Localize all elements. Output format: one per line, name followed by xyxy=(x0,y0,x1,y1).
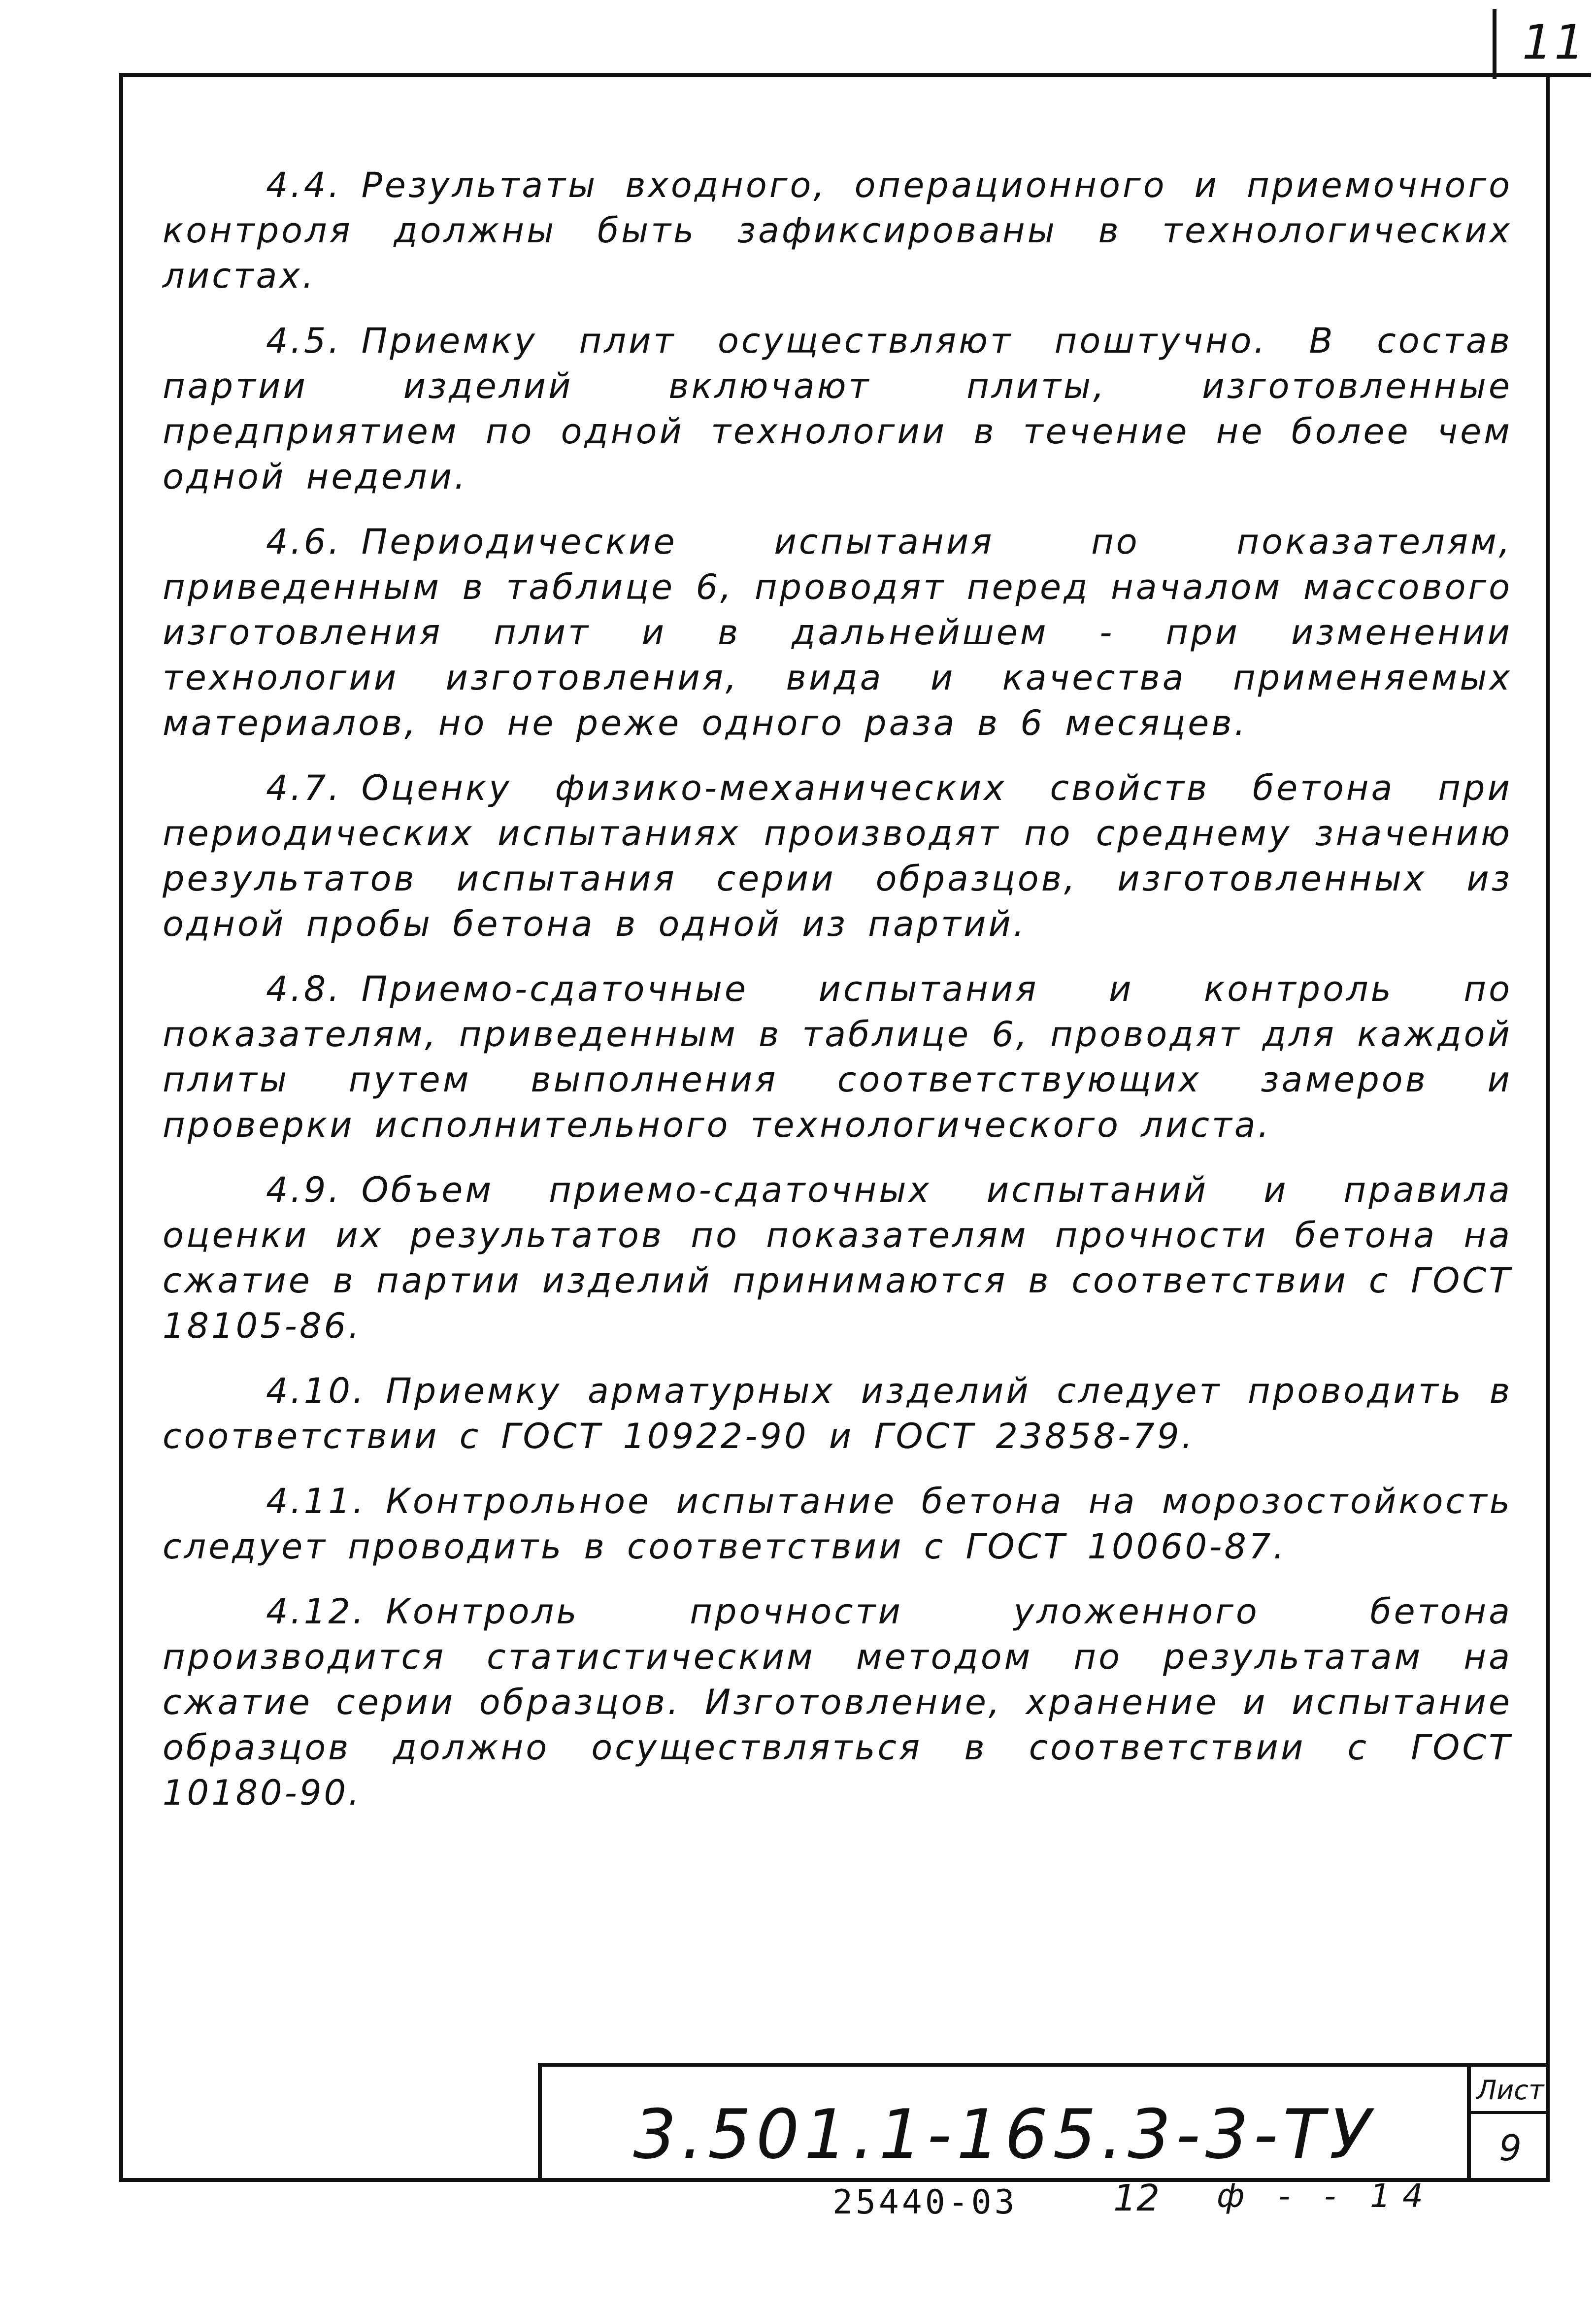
paragraph-text: Контрольное испытание бетона на морозостойкость следует проводить в соответствии с ГОСТ 10060-87. xyxy=(163,1481,1512,1567)
paragraph-text: Приемку плит осуществляют поштучно. В состав партии изделий включают плиты, изготовленные предприятием по одной технологии в течение не более чем одной недели. xyxy=(163,321,1512,497)
paragraph-number: 4.6. xyxy=(266,522,342,562)
corner-divider xyxy=(1493,9,1496,79)
paragraph-text: Приемку арматурных изделий следует проводить в соответствии с ГОСТ 10922-90 и ГОСТ 23858-79. xyxy=(163,1371,1512,1456)
paragraph-number: 4.11. xyxy=(266,1481,366,1521)
document-code: 3.501.1-165.3-3-ТУ xyxy=(633,2094,1376,2174)
paragraph-4-10 xyxy=(163,1368,1512,1459)
paragraph-4-7 xyxy=(163,765,1512,947)
archive-tail-mark: ф - - 14 xyxy=(1217,2177,1435,2215)
paragraph-4-5 xyxy=(163,318,1512,499)
archive-page: 12 xyxy=(1113,2177,1160,2219)
paragraph-number: 4.12. xyxy=(266,1591,366,1632)
paragraph-text: Приемо-сдаточные испытания и контроль по показателям, приведенным в таблице 6, проводят для каждой плиты путем выполнения соответствующих замеров и проверки исполнительного технологического листа. xyxy=(163,969,1512,1145)
paragraph-4-12 xyxy=(163,1589,1512,1816)
paragraph-number: 4.10. xyxy=(266,1371,366,1411)
sheet-cell xyxy=(1467,2067,1550,2182)
paragraph-text: Результаты входного, операционного и приемочного контроля должны быть зафиксированы в технологических листах. xyxy=(163,165,1512,296)
sheet-number: 9 xyxy=(1499,2127,1522,2169)
paragraph-text: Оценку физико-механических свойств бетона при периодических испытаниях производят по среднему значению результатов испытания серии образцов, изготовленных из одной пробы бетона в одной из партий. xyxy=(163,768,1512,944)
sheet-label: Лист xyxy=(1471,2067,1550,2114)
paragraph-number: 4.5. xyxy=(266,321,342,361)
document-body xyxy=(163,163,1512,1835)
paragraph-4-8 xyxy=(163,966,1512,1148)
corner-sheet-number: 11 xyxy=(1522,15,1587,70)
title-block xyxy=(538,2063,1550,2182)
paragraph-4-9 xyxy=(163,1167,1512,1349)
paragraph-number: 4.4. xyxy=(266,165,342,205)
paragraph-number: 4.7. xyxy=(266,768,342,808)
paragraph-number: 4.9. xyxy=(266,1170,342,1210)
paragraph-4-11 xyxy=(163,1479,1512,1569)
paragraph-text: Объем приемо-сдаточных испытаний и правила оценки их результатов по показателям прочности бетона на сжатие в партии изделий принимаются в соответствии с ГОСТ 18105-86. xyxy=(163,1170,1512,1346)
paragraph-4-6 xyxy=(163,519,1512,746)
paragraph-text: Контроль прочности уложенного бетона производится статистическим методом по результатам на сжатие серии образцов. Изготовление, хранение и испытание образцов должно осуществляться в соответствии с ГОСТ 10180-90. xyxy=(163,1591,1512,1813)
paragraph-number: 4.8. xyxy=(266,969,342,1009)
frame-top-extension xyxy=(1546,73,1591,77)
paragraph-4-4 xyxy=(163,163,1512,298)
archive-number: 25440-03 xyxy=(832,2183,1018,2222)
paragraph-text: Периодические испытания по показателям, приведенным в таблице 6, проводят перед началом массового изготовления плит и в дальнейшем - при изменении технологии изготовления, вида и качества применяемых материалов, но не реже одного раза в 6 месяцев. xyxy=(163,522,1512,743)
